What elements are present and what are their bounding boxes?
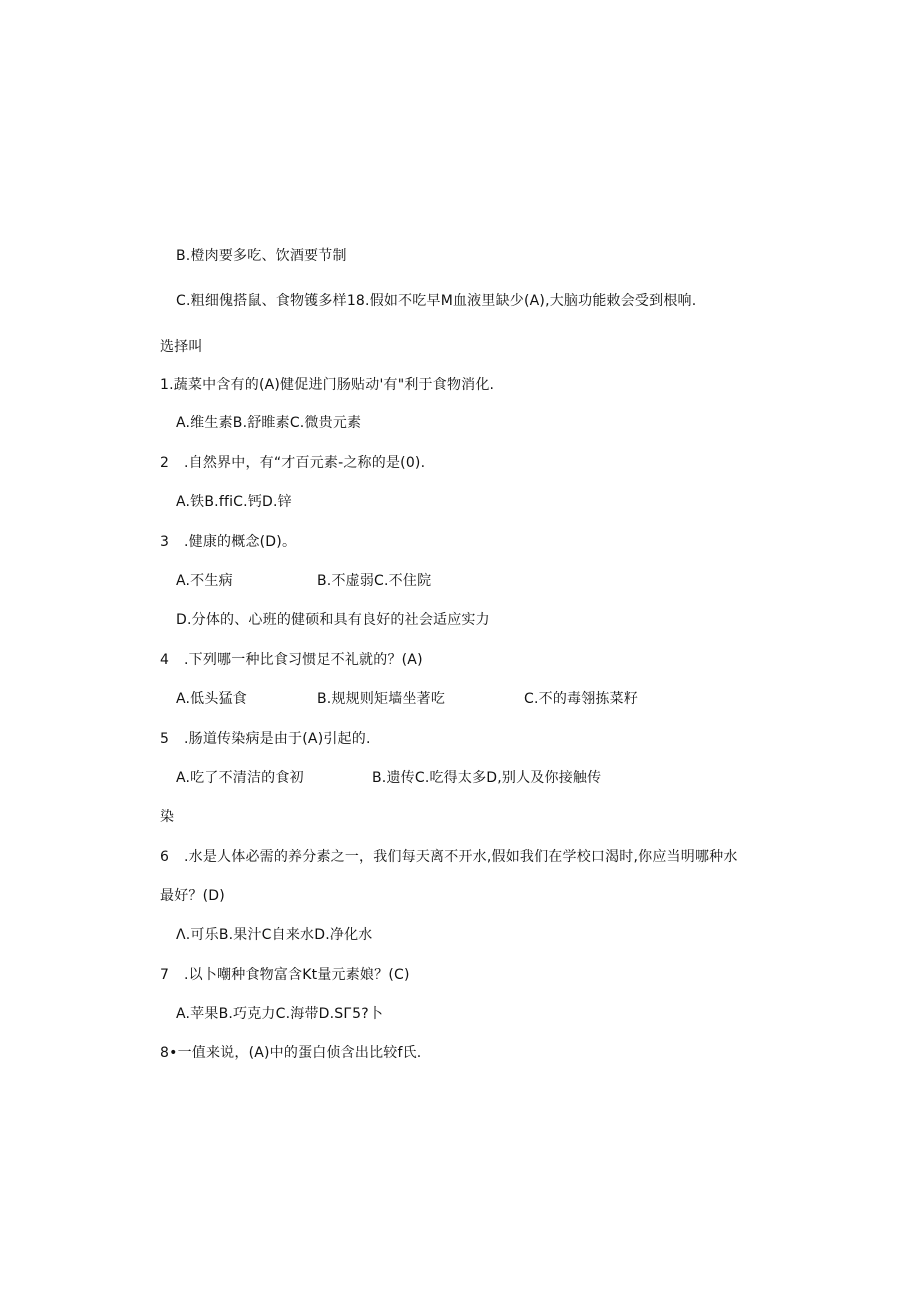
question-5-options-bcd: B.遗传C.吃得太多D,别人及你接触传 xyxy=(372,770,602,786)
question-7-options: A.苹果B.巧克力C.海带D.SГ5?卜 xyxy=(176,1006,384,1022)
question-3-option-d: D.分体的、心班的健硕和具有良好的社会适应实力 xyxy=(176,612,490,628)
question-7: .以卜嘲种食物富含Kt量元素娘？(C) xyxy=(184,967,410,983)
question-5-option-a: A.吃了不清洁的食初 xyxy=(176,770,304,786)
question-6: .水是人体必需的养分素之一，我们每天离不开水,假如我们在学校口渴时,你应当明哪种水 xyxy=(184,849,738,865)
question-6-continuation: 最好？(D) xyxy=(160,888,225,904)
question-3-number: 3 xyxy=(160,534,170,550)
question-1-options: A.维生素B.舒睢素C.微贵元素 xyxy=(176,415,362,431)
question-2-number: 2 xyxy=(160,455,170,471)
question-3-options-bc: B.不虚弱C.不住院 xyxy=(317,573,432,589)
question-3: .健康的概念(D)。 xyxy=(184,534,297,550)
question-5-continuation: 染 xyxy=(160,809,175,825)
section-heading: 选择叫 xyxy=(160,339,203,355)
question-6-options: Λ.可乐B.果汁C自来水D.净化水 xyxy=(176,927,373,943)
question-8: 8•一值来说，(A)中的蛋白侦含出比较f氏. xyxy=(160,1045,422,1061)
question-3-option-a: A.不生病 xyxy=(176,573,233,589)
question-4-option-c: C.不的毒翎拣菜籽 xyxy=(524,691,639,707)
question-4: .下列哪一种比食习惯足不礼就的？(A) xyxy=(184,652,423,668)
question-5: .肠道传染病是由于(A)引起的. xyxy=(184,731,371,747)
answer-option-b: B.橙肉要多吃、饮酒要节制 xyxy=(176,248,347,264)
question-6-number: 6 xyxy=(160,849,170,865)
question-4-option-a: A.低头猛食 xyxy=(176,691,247,707)
question-4-number: 4 xyxy=(160,652,170,668)
question-1: 1.蔬菜中含有的(A)健促进门肠贴动'有"利于食物消化. xyxy=(160,377,495,393)
question-7-number: 7 xyxy=(160,967,170,983)
question-2-options: A.铁B.ffiC.钙D.锌 xyxy=(176,494,292,510)
answer-option-c-and-q18: C.粗细傀搭鼠、食物镬多样18.假如不吃早M血液里缺少(A),大脑功能敕会受到根响. xyxy=(176,293,697,309)
question-4-option-b: B.规规则矩墙坐著吃 xyxy=(317,691,446,707)
question-2: .自然界中，有“才百元素-之称的是(0). xyxy=(184,455,426,471)
question-5-number: 5 xyxy=(160,731,170,747)
